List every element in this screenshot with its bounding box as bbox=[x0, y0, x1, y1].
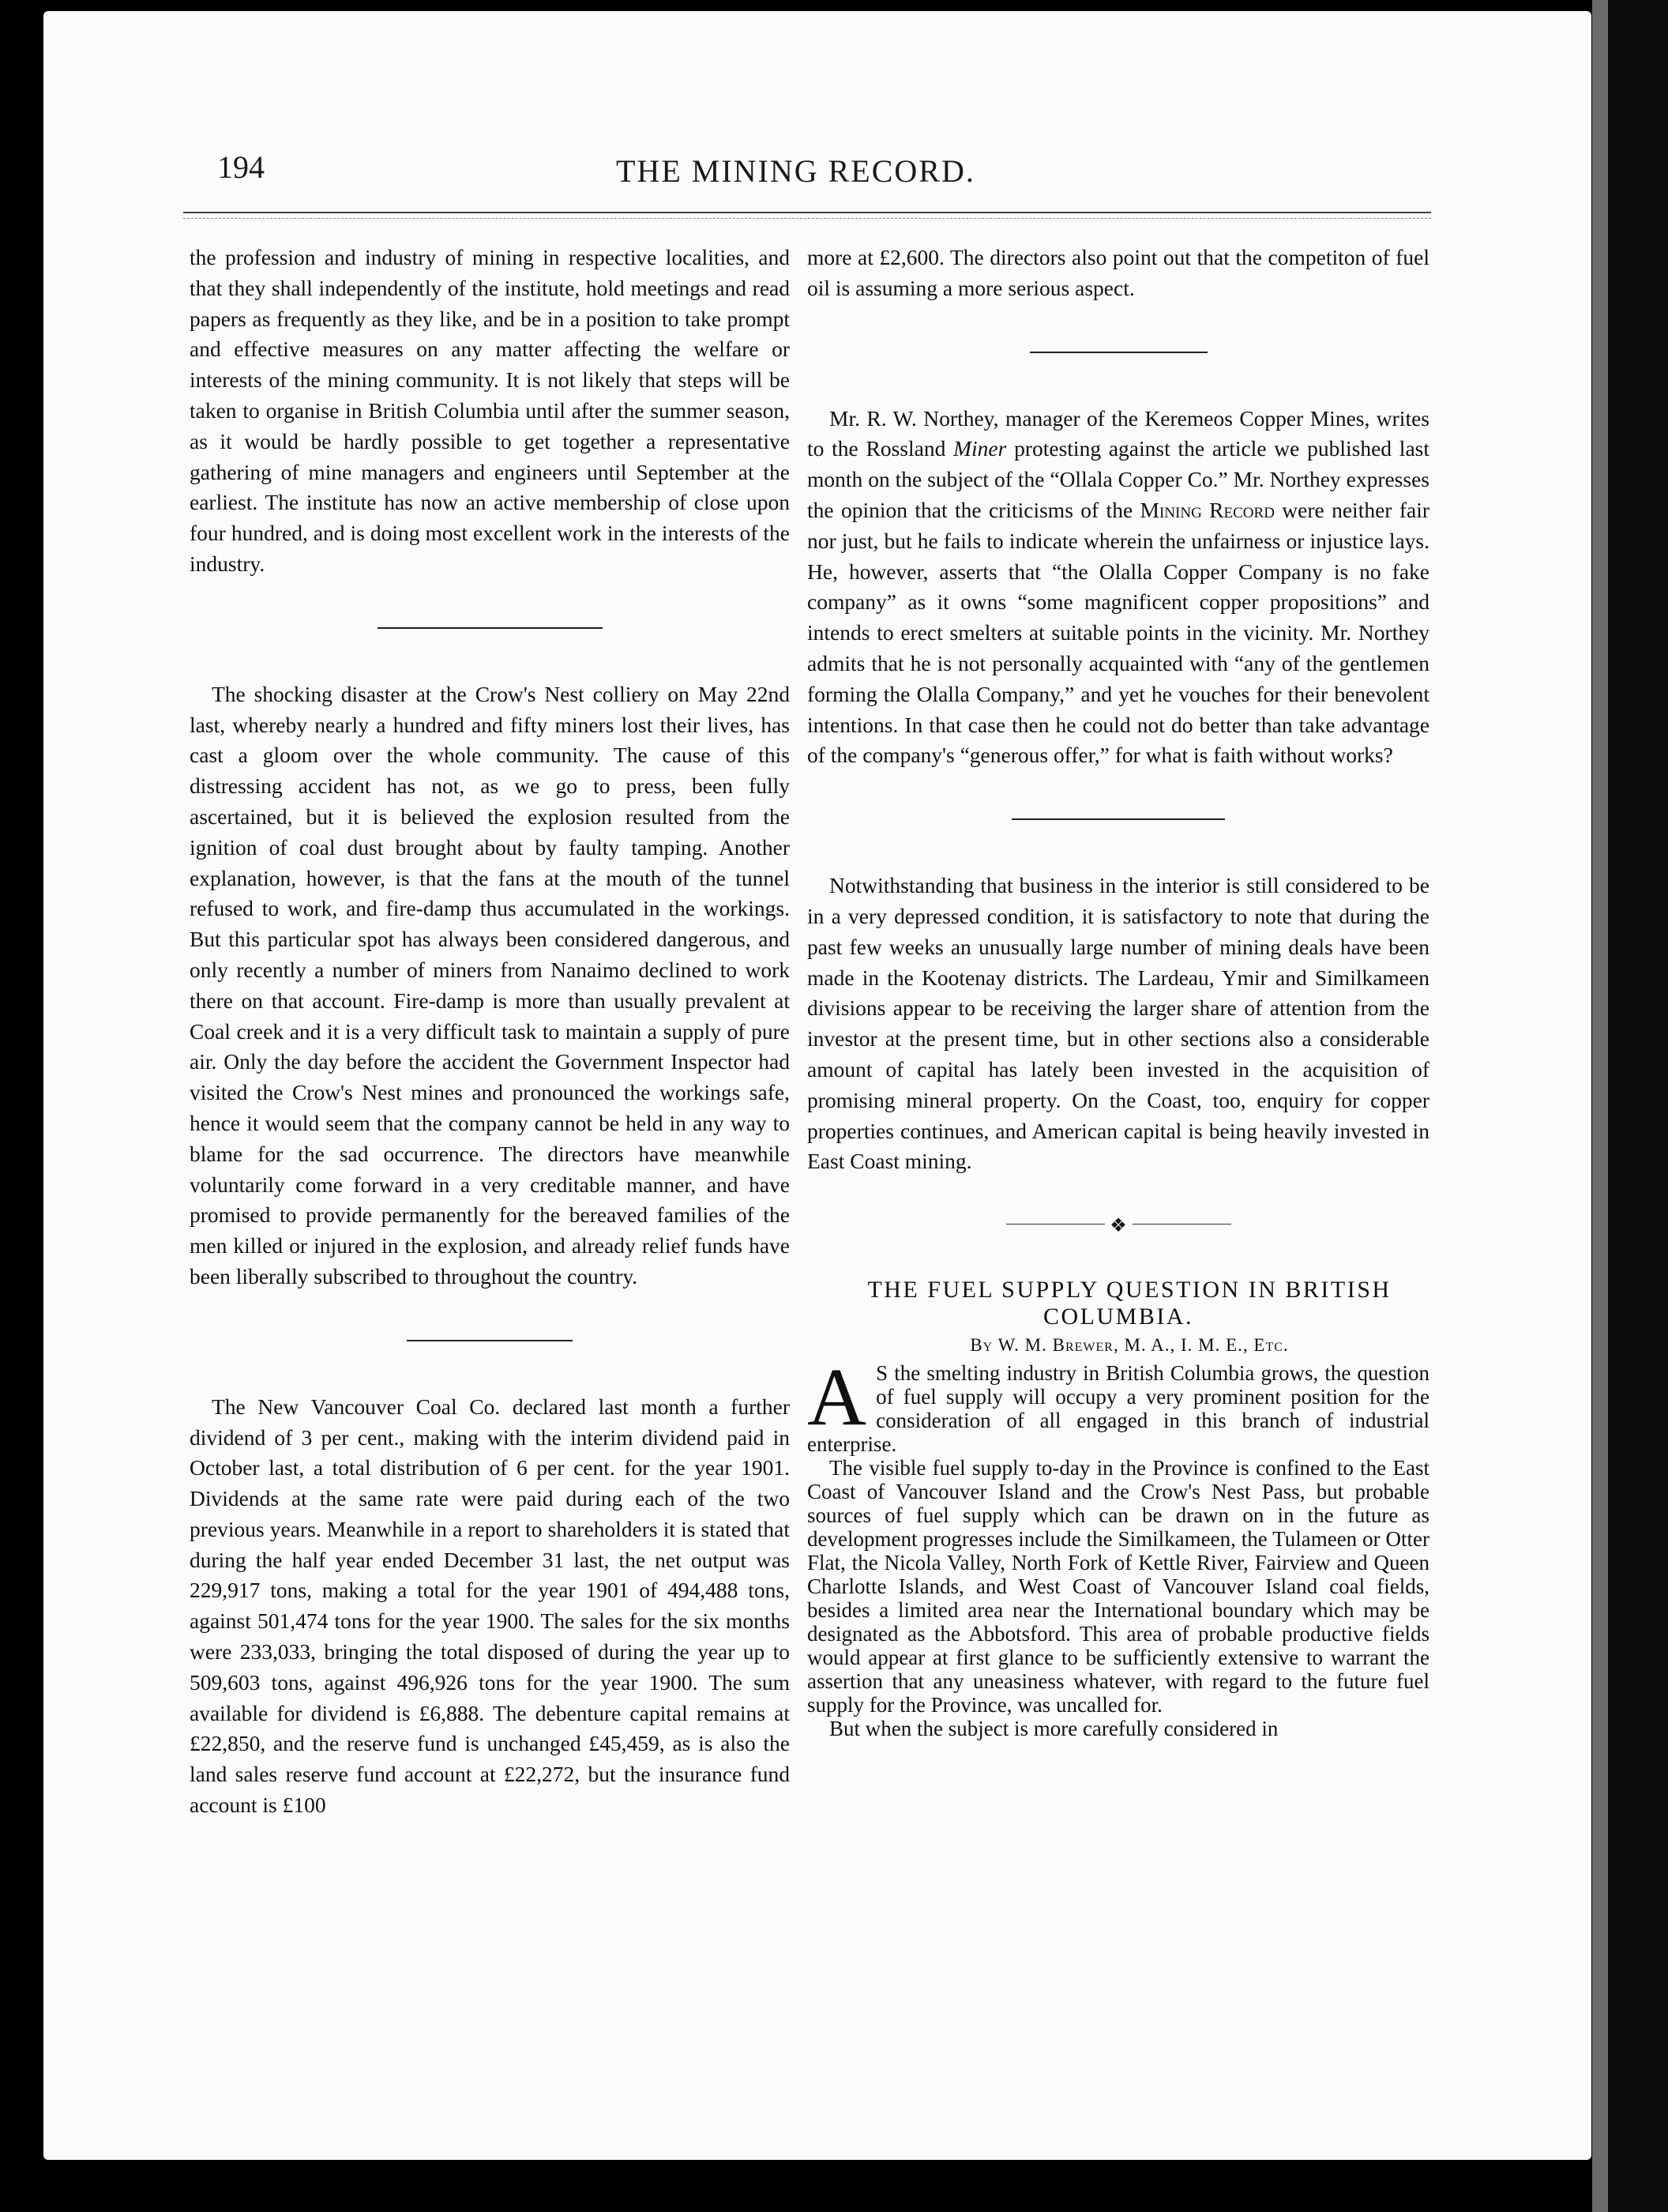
section-separator bbox=[1030, 352, 1208, 353]
article-body bbox=[807, 1351, 1429, 1740]
article-paragraph-3: But when the subject is more carefully considered in bbox=[829, 1716, 1279, 1740]
text-run: Mr. R. W. Northey, manager of the Keremeos Copper Mines, writes to the Rossland bbox=[807, 405, 1429, 461]
text-run: protesting against the article we published last month on the subject of the “Ollala Copper Co.” Mr. Northey expresses the opinion that the criticisms of the bbox=[807, 436, 1429, 522]
running-head-title: THE MINING RECORD. bbox=[616, 153, 975, 189]
paragraph-crows-nest-disaster: The shocking disaster at the Crow's Nest colliery on May 22nd last, whereby nearly a hundred and fifty miners lost their lives, has cast a gloom over the whole community. The cause of this distressing accident has not, as we go to press, been fully ascertained, but it is believed the explosion resulted from the ignition of coal dust brought about by faulty tamping. Another explanation, however, is that the fans at the mouth of the tunnel refused to work, and fire-damp thus accumulated in the workings. But this particular spot has always been considered dangerous, and only recently a number of miners from Nanaimo declined to work there on that account. Fire-damp is more than usually prevalent at Coal creek and it is a very difficult task to maintain a supply of pure air. Only the day before the accident the Government Inspector had visited the Crow's Nest mines and pronounced the workings safe, hence it would seem that the company cannot be held in any way to blame for the sad occurrence. The directors have meanwhile voluntarily come forward in a very creditable manner, and have promised to provide permanently for the bereaved families of the men killed or injured in the explosion, and already relief funds have been liberally subscribed to throughout the country. bbox=[190, 681, 790, 1288]
article-paragraph-1 bbox=[807, 1351, 1429, 1456]
right-column bbox=[807, 243, 1429, 1740]
article-paragraph-2: The visible fuel supply to-day in the Province is confined to the East Coast of Vancouver Island and the Crow's Nest Pass, but probable sources of fuel supply which can be drawn on in the future as development progresses include the Similkameen, the Tulameen or Otter Flat, the Nicola Valley, North Fork of Kettle River, Fairview and Queen Charlotte Islands, and West Coast of Vancouver Island coal fields, besides a limited area near the International boundary which may be designated as the Abbotsford. This area of probable productive fields would appear at first glance to be sufficiently extensive to warrant the assertion that any uneasiness whatever, with regard to the future fuel supply for the Province, was uncalled for. bbox=[807, 1455, 1429, 1717]
article-title: THE FUEL SUPPLY QUESTION IN BRITISH COLUMBIA. bbox=[867, 1277, 1392, 1330]
ornamental-separator bbox=[1006, 1216, 1231, 1237]
paragraph-fuel-oil: more at £2,600. The directors also point out that the competiton of fuel oil is assuming a more serious aspect. bbox=[807, 245, 1429, 300]
book-spine bbox=[1592, 0, 1608, 2212]
section-separator bbox=[378, 627, 603, 629]
publication-name: Mining Record bbox=[1140, 497, 1275, 522]
newspaper-name: Miner bbox=[953, 436, 1007, 461]
scan-border bbox=[1608, 0, 1668, 2212]
article-byline: By W. M. Brewer, M. A., I. M. E., Etc. bbox=[970, 1335, 1289, 1356]
header-rule bbox=[183, 212, 1431, 213]
header-rule-dotted bbox=[183, 218, 1431, 219]
drop-cap: A bbox=[807, 1351, 867, 1443]
text-run: S the smelting industry in British Columbia grows, the question of fuel supply will occupy a very prominent position for the consideration of all engaged in this branch of industrial enterprise. bbox=[807, 1360, 1429, 1456]
section-separator bbox=[1012, 818, 1225, 820]
text-run: were neither fair nor just, but he fails to indicate wherein the unfairness or injustice lays. He, however, asserts that “the Olalla Copper Company is no fake company” as it owns “some magnificent copper propositions” and intends to erect smelters at suitable points in the vicinity. Mr. Northey admits that he is not personally acquainted with “any of the gentlemen forming the Olalla Company,” and yet he vouches for their benevolent intentions. In that case then he could not do better than take advantage of the company's “generous offer,” for what is faith without works? bbox=[807, 497, 1429, 768]
fleuron-icon: ❖ bbox=[1110, 1216, 1127, 1237]
paragraph-kootenay-business: Notwithstanding that business in the interior is still considered to be in a very depressed condition, it is satisfactory to note that during the past few weeks an unusually large number of mining deals have been made in the Kootenay districts. The Lardeau, Ymir and Similkameen divisions appear to be receiving the larger share of attention from the investor at the present time, but in other sections also a considerable amount of capital has lately been invested in the acquisition of promising mineral property. On the Coast, too, enquiry for copper properties continues, and American capital is being heavily invested in East Coast mining. bbox=[807, 873, 1429, 1174]
paragraph-institute: the profession and industry of mining in respective localities, and that they shall independently of the institute, hold meetings and read papers as frequently as they like, and be in a position to take prompt and effective measures on any matter affecting the welfare or interests of the mining community. It is not likely that steps will be taken to organise in British Columbia until after the summer season, as it would be hardly possible to get together a representative gathering of mine managers and engineers until September at the earliest. The institute has now an active membership of close upon four hundred, and is doing most excellent work in the interests of the industry. bbox=[190, 245, 790, 576]
page-number: 194 bbox=[217, 149, 265, 185]
left-column bbox=[190, 243, 790, 1821]
paragraph-northey bbox=[807, 404, 1429, 772]
section-separator bbox=[407, 1340, 573, 1341]
paragraph-new-vancouver-coal: The New Vancouver Coal Co. declared last month a further dividend of 3 per cent., making with the interim dividend paid in October last, a total distribution of 6 per cent. for the year 1901. Dividends at the same rate were paid during each of the two previous years. Meanwhile in a report to shareholders it is stated that during the half year ended December 31 last, the net output was 229,917 tons, making a total for the year 1901 of 494,488 tons, against 501,474 tons for the year 1900. The sales for the six months were 233,033, bringing the total disposed of during the year up to 509,603 tons, against 496,926 tons for the year 1900. The sum available for dividend is £6,888. The debenture capital remains at £22,850, and the reserve fund is unchanged £45,459, as is also the land sales reserve fund account at £22,272, but the insurance fund account is £100 bbox=[190, 1394, 790, 1818]
